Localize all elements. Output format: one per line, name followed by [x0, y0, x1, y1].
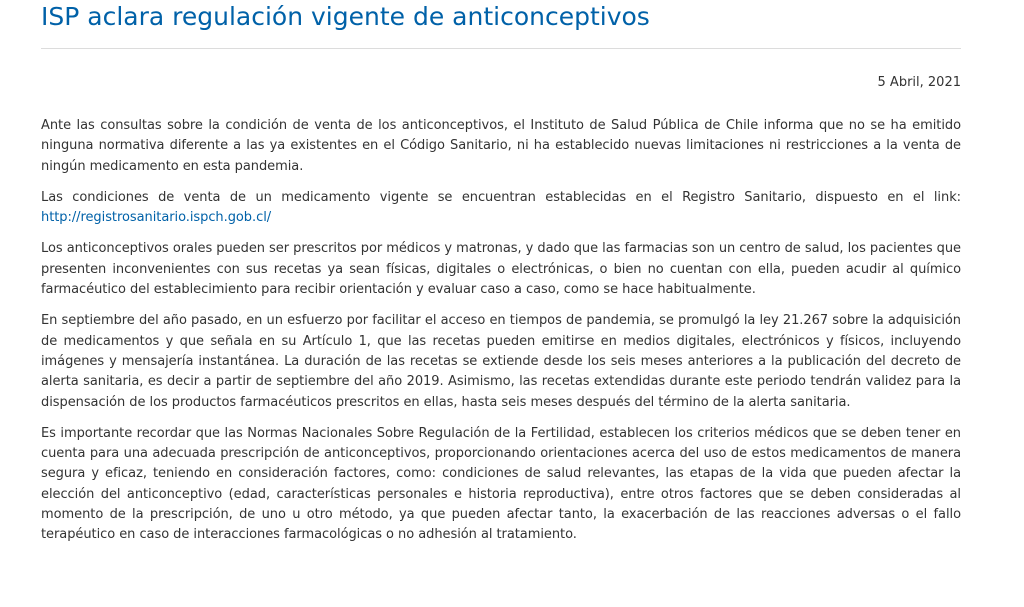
publication-date: 5 Abril, 2021 [877, 75, 961, 90]
paragraph-norms: Es importante recordar que las Normas Nacionales Sobre Regulación de la Fertilidad, establecen los criterios médicos que se deben tener en cuenta para una adecuada prescripción de anticonceptivos, proporcionando orientaciones acerca del uso de estos medicamentos de manera segura y eficaz, teniendo en consideración factores, como: condiciones de salud relevantes, las etapas de la vida que pueden afectar la elección del anticonceptivo (edad, características personales e historia reproductiva), entre otros factores que se deben consideradas al momento de la prescripción, de uno u otro método, ya que pueden afectar tanto, la exacerbación de las reacciones adversas o el fallo terapéutico en caso de interacciones farmacológicas o no adhesión al tratamiento. [41, 425, 961, 543]
paragraph-prescription: Los anticonceptivos orales pueden ser prescritos por médicos y matronas, y dado que las farmacias son un centro de salud, los pacientes que presenten inconvenientes con sus recetas ya sean físicas, digitales o electrónicas, o bien no cuentan con ella, pueden acudir al químico farmacéutico del establecimiento para recibir orientación y evaluar caso a caso, como se hace habitualmente. [41, 241, 961, 298]
article-title: ISP aclara regulación vigente de anticonceptivos [41, 2, 650, 31]
article-body [41, 116, 961, 557]
paragraph-intro: Ante las consultas sobre la condición de venta de los anticonceptivos, el Instituto de Salud Pública de Chile informa que no se ha emitido ninguna normativa diferente a las ya existentes en el Código Sanitario, ni ha establecido nuevas limitaciones ni restricciones a la venta de ningún medicamento en esta pandemia. [41, 118, 961, 174]
paragraph-registry [41, 188, 961, 229]
registry-link[interactable]: http://registrosanitario.ispch.gob.cl/ [41, 210, 272, 226]
title-divider [41, 48, 961, 49]
paragraph-law: En septiembre del año pasado, en un esfuerzo por facilitar el acceso en tiempos de pandemia, se promulgó la ley 21.267 sobre la adquisición de medicamentos y que señala en su Artículo 1, que las recetas pueden emitirse en medios digitales, electrónicos y físicos, incluyendo imágenes y mensajería instantánea. La duración de las recetas se extiende desde los seis meses anteriores a la publicación del decreto de alerta sanitaria, es decir a partir de septiembre del año 2019. Asimismo, las recetas extendidas durante este periodo tendrán validez para la dispensación de los productos farmacéuticos prescritos en ellas, hasta seis meses después del término de la alerta sanitaria. [41, 313, 961, 410]
registry-text: Las condiciones de venta de un medicamento vigente se encuentran establecidas en el Registro Sanitario, dispuesto en el link: [41, 189, 961, 205]
